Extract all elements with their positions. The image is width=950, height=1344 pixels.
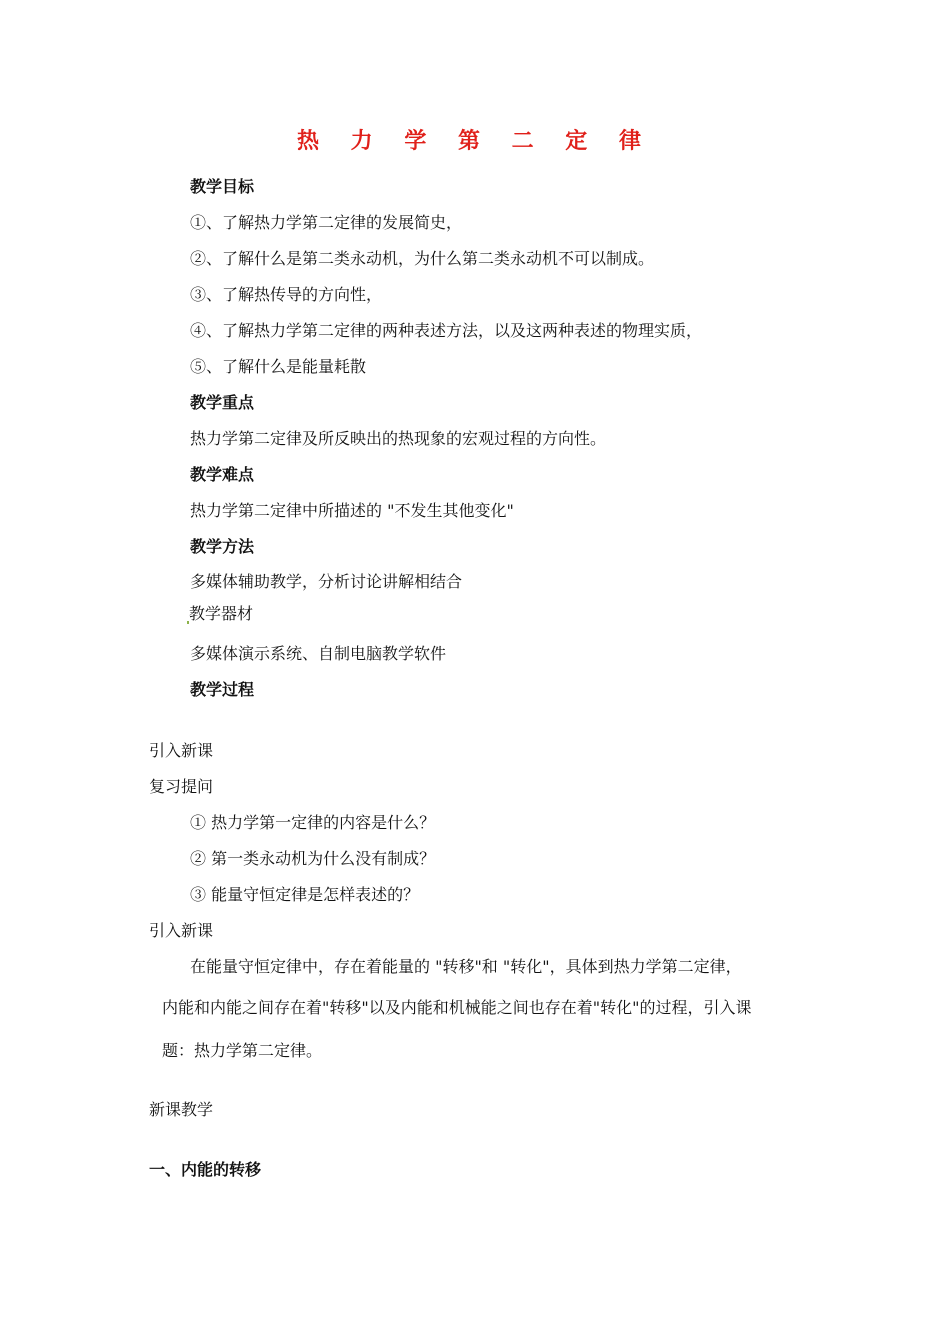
new-lesson-label: 新课教学 (149, 1100, 214, 1119)
intro-label-2: 引入新课 (149, 921, 214, 940)
review-label: 复习提问 (149, 777, 214, 796)
intro-paragraph-line-3: 题：热力学第二定律。 (162, 1041, 323, 1060)
process-heading: 教学过程 (190, 680, 255, 699)
section-heading-1: 一、内能的转移 (149, 1160, 262, 1179)
document-title: 热 力 学 第 二 定 律 (297, 129, 653, 154)
objective-item-2: ②、了解什么是第二类永动机，为什么第二类永动机不可以制成。 (190, 249, 655, 268)
equipment-heading-label: 教学器材 (189, 604, 254, 623)
equipment-heading (188, 604, 253, 624)
intro-paragraph-line-2: 内能和内能之间存在着"转移"以及内能和机械能之间也存在着"转化"的过程，引入课 (162, 998, 752, 1017)
intro-label: 引入新课 (149, 741, 214, 760)
difficulties-text: 热力学第二定律中所描述的 "不发生其他变化" (190, 501, 514, 520)
equipment-text: 多媒体演示系统、自制电脑教学软件 (190, 644, 447, 663)
difficulties-heading: 教学难点 (190, 465, 255, 484)
review-question-1: ① 热力学第一定律的内容是什么？ (190, 813, 436, 832)
objective-item-3: ③、了解热传导的方向性， (190, 285, 383, 304)
objectives-heading: 教学目标 (190, 177, 255, 196)
objective-item-4: ④、了解热力学第二定律的两种表述方法，以及这两种表述的物理实质， (190, 321, 703, 340)
objective-item-5: ⑤、了解什么是能量耗散 (190, 357, 367, 376)
review-question-3: ③ 能量守恒定律是怎样表述的？ (190, 885, 420, 904)
review-question-2: ② 第一类永动机为什么没有制成？ (190, 849, 436, 868)
methods-heading: 教学方法 (190, 537, 255, 556)
methods-text: 多媒体辅助教学，分析讨论讲解相结合 (190, 572, 463, 591)
key-points-text: 热力学第二定律及所反映出的热现象的宏观过程的方向性。 (190, 429, 607, 448)
key-points-heading: 教学重点 (190, 393, 255, 412)
objective-item-1: ①、了解热力学第二定律的发展简史， (190, 213, 463, 232)
intro-paragraph-line-1: 在能量守恒定律中，存在着能量的 "转移"和 "转化"，具体到热力学第二定律， (190, 957, 742, 976)
